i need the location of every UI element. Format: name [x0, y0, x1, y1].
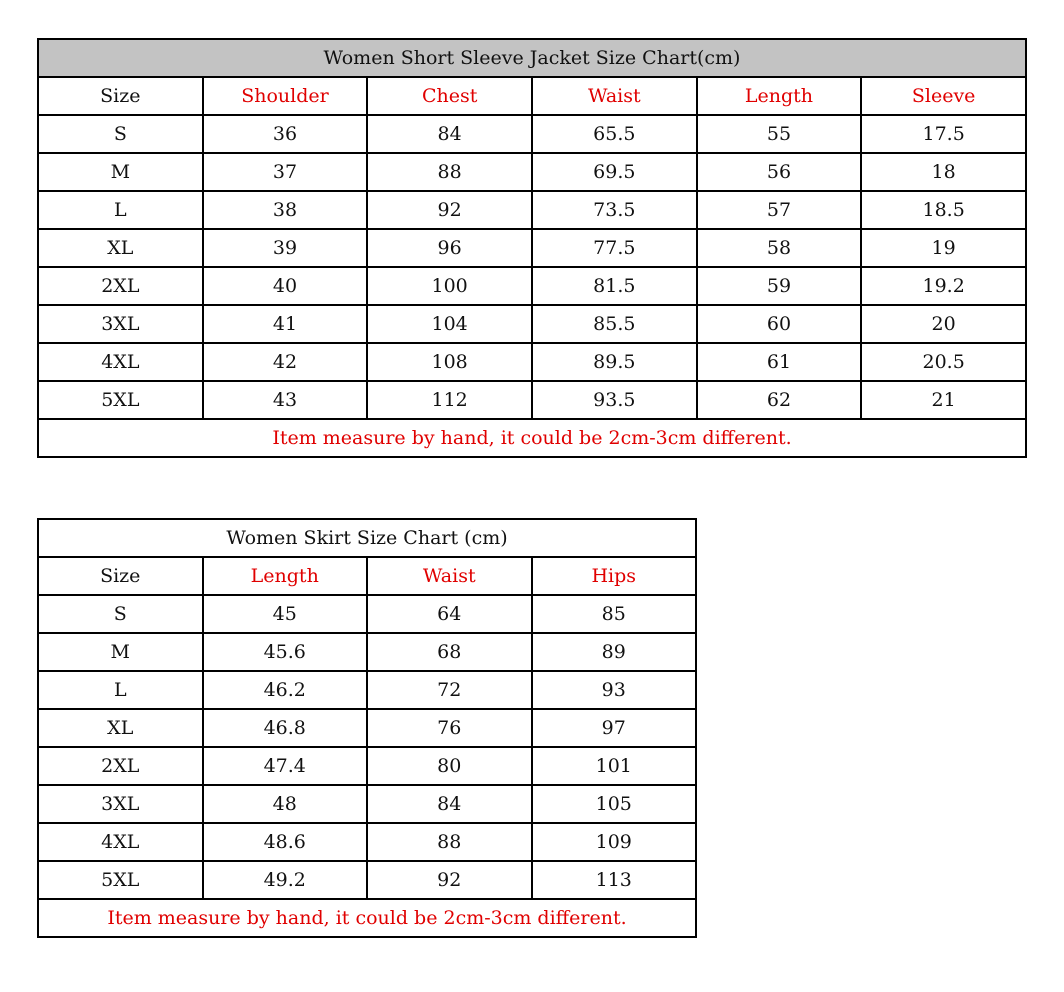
- skirt-cell: 72: [367, 671, 532, 709]
- jacket-table-row: [38, 115, 1026, 153]
- jacket-cell: 36: [203, 115, 368, 153]
- skirt-cell: 93: [532, 671, 697, 709]
- jacket-cell: 60: [697, 305, 862, 343]
- skirt-table-row: [38, 747, 696, 785]
- skirt-note-row: [38, 899, 696, 937]
- jacket-cell: 39: [203, 229, 368, 267]
- skirt-cell: 68: [367, 633, 532, 671]
- jacket-header-waist: Waist: [532, 77, 697, 115]
- jacket-cell: M: [38, 153, 203, 191]
- jacket-table-row: [38, 267, 1026, 305]
- jacket-header-length: Length: [697, 77, 862, 115]
- skirt-chart-title: Women Skirt Size Chart (cm): [38, 519, 696, 557]
- jacket-header-sleeve: Sleeve: [861, 77, 1026, 115]
- jacket-cell: 96: [367, 229, 532, 267]
- jacket-cell: 17.5: [861, 115, 1026, 153]
- jacket-cell: 18: [861, 153, 1026, 191]
- jacket-cell: 85.5: [532, 305, 697, 343]
- skirt-cell: 80: [367, 747, 532, 785]
- skirt-table-body: [38, 519, 696, 937]
- jacket-cell: 4XL: [38, 343, 203, 381]
- skirt-table-row: [38, 861, 696, 899]
- jacket-cell: 62: [697, 381, 862, 419]
- jacket-title-row: [38, 39, 1026, 77]
- skirt-header-row: [38, 557, 696, 595]
- jacket-table-row: [38, 305, 1026, 343]
- skirt-measure-note: Item measure by hand, it could be 2cm-3cm different.: [38, 899, 696, 937]
- skirt-cell: 109: [532, 823, 697, 861]
- skirt-cell: 47.4: [203, 747, 368, 785]
- jacket-cell: 20: [861, 305, 1026, 343]
- skirt-header-hips: Hips: [532, 557, 697, 595]
- jacket-table-row: [38, 153, 1026, 191]
- skirt-cell: 48.6: [203, 823, 368, 861]
- skirt-cell: 48: [203, 785, 368, 823]
- skirt-cell: 45: [203, 595, 368, 633]
- skirt-cell: 49.2: [203, 861, 368, 899]
- jacket-cell: 19.2: [861, 267, 1026, 305]
- jacket-note-row: [38, 419, 1026, 457]
- skirt-cell: 97: [532, 709, 697, 747]
- jacket-cell: S: [38, 115, 203, 153]
- jacket-table-row: [38, 229, 1026, 267]
- jacket-chart-title: Women Short Sleeve Jacket Size Chart(cm): [38, 39, 1026, 77]
- skirt-cell: 76: [367, 709, 532, 747]
- skirt-cell: 45.6: [203, 633, 368, 671]
- jacket-table-row: [38, 191, 1026, 229]
- jacket-table-row: [38, 381, 1026, 419]
- skirt-cell: L: [38, 671, 203, 709]
- jacket-cell: 40: [203, 267, 368, 305]
- skirt-cell: 101: [532, 747, 697, 785]
- skirt-table-row: [38, 709, 696, 747]
- skirt-table-row: [38, 785, 696, 823]
- jacket-cell: 88: [367, 153, 532, 191]
- jacket-cell: L: [38, 191, 203, 229]
- jacket-header-chest: Chest: [367, 77, 532, 115]
- skirt-cell: 105: [532, 785, 697, 823]
- jacket-cell: 65.5: [532, 115, 697, 153]
- skirt-cell: 92: [367, 861, 532, 899]
- skirt-cell: 2XL: [38, 747, 203, 785]
- jacket-cell: 55: [697, 115, 862, 153]
- jacket-cell: 38: [203, 191, 368, 229]
- jacket-cell: 42: [203, 343, 368, 381]
- jacket-cell: 81.5: [532, 267, 697, 305]
- jacket-cell: 69.5: [532, 153, 697, 191]
- jacket-cell: 2XL: [38, 267, 203, 305]
- jacket-cell: 3XL: [38, 305, 203, 343]
- jacket-measure-note: Item measure by hand, it could be 2cm-3cm different.: [38, 419, 1026, 457]
- skirt-cell: 5XL: [38, 861, 203, 899]
- jacket-size-chart: [37, 38, 1027, 458]
- jacket-cell: 43: [203, 381, 368, 419]
- jacket-cell: XL: [38, 229, 203, 267]
- skirt-cell: M: [38, 633, 203, 671]
- skirt-table-row: [38, 823, 696, 861]
- jacket-cell: 57: [697, 191, 862, 229]
- skirt-cell: XL: [38, 709, 203, 747]
- skirt-cell: S: [38, 595, 203, 633]
- jacket-cell: 112: [367, 381, 532, 419]
- jacket-cell: 92: [367, 191, 532, 229]
- jacket-cell: 77.5: [532, 229, 697, 267]
- jacket-cell: 18.5: [861, 191, 1026, 229]
- jacket-cell: 58: [697, 229, 862, 267]
- jacket-header-row: [38, 77, 1026, 115]
- skirt-cell: 46.8: [203, 709, 368, 747]
- jacket-cell: 108: [367, 343, 532, 381]
- skirt-cell: 46.2: [203, 671, 368, 709]
- skirt-cell: 64: [367, 595, 532, 633]
- jacket-cell: 59: [697, 267, 862, 305]
- jacket-cell: 93.5: [532, 381, 697, 419]
- jacket-cell: 73.5: [532, 191, 697, 229]
- skirt-size-chart: [37, 518, 697, 938]
- jacket-table-row: [38, 343, 1026, 381]
- skirt-cell: 113: [532, 861, 697, 899]
- jacket-cell: 5XL: [38, 381, 203, 419]
- skirt-header-length: Length: [203, 557, 368, 595]
- jacket-header-size: Size: [38, 77, 203, 115]
- jacket-cell: 19: [861, 229, 1026, 267]
- jacket-cell: 89.5: [532, 343, 697, 381]
- jacket-table-body: [38, 39, 1026, 457]
- jacket-cell: 56: [697, 153, 862, 191]
- skirt-cell: 3XL: [38, 785, 203, 823]
- jacket-cell: 104: [367, 305, 532, 343]
- skirt-table-row: [38, 633, 696, 671]
- skirt-title-row: [38, 519, 696, 557]
- jacket-cell: 37: [203, 153, 368, 191]
- skirt-cell: 4XL: [38, 823, 203, 861]
- jacket-header-shoulder: Shoulder: [203, 77, 368, 115]
- jacket-cell: 61: [697, 343, 862, 381]
- jacket-cell: 84: [367, 115, 532, 153]
- jacket-cell: 41: [203, 305, 368, 343]
- jacket-cell: 100: [367, 267, 532, 305]
- skirt-cell: 85: [532, 595, 697, 633]
- jacket-cell: 21: [861, 381, 1026, 419]
- skirt-table-row: [38, 595, 696, 633]
- skirt-cell: 88: [367, 823, 532, 861]
- skirt-table-row: [38, 671, 696, 709]
- skirt-cell: 89: [532, 633, 697, 671]
- skirt-header-waist: Waist: [367, 557, 532, 595]
- jacket-cell: 20.5: [861, 343, 1026, 381]
- skirt-cell: 84: [367, 785, 532, 823]
- skirt-header-size: Size: [38, 557, 203, 595]
